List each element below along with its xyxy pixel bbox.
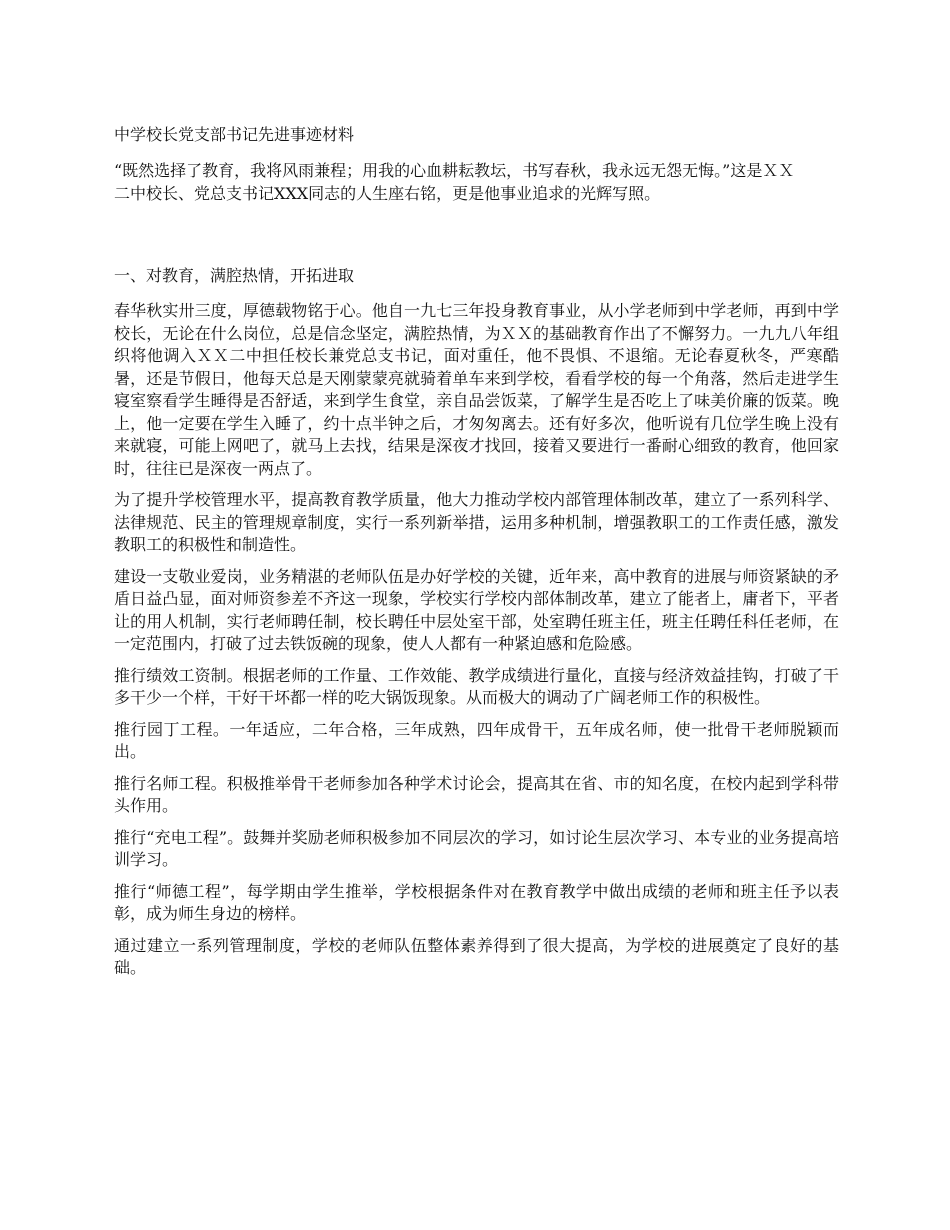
paragraph-9: 通过建立一系列管理制度，学校的老师队伍整体素养得到了很大提高，为学校的进展奠定了良好的基础。 xyxy=(114,935,839,977)
paragraph-5: 推行园丁工程。一年适应，二年合格，三年成熟，四年成骨干，五年成名师，使一批骨干老师脱颖而出。 xyxy=(114,719,839,761)
paragraph-2: 为了提升学校管理水平，提高教育教学质量，他大力推动学校内部管理体制改革，建立了一系列科学、法律规范、民主的管理规章制度，实行一系列新举措，运用多种机制，增强教职工的工作责任感，激发教职工的积极性和制造性。 xyxy=(114,490,839,554)
paragraph-1: 春华秋实卅三度，厚德载物铭于心。他自一九七三年投身教育事业，从小学老师到中学老师，再到中学校长，无论在什么岗位，总是信念坚定，满腔热情，为ＸＸ的基础教育作出了不懈努力。一九九八年组织将他调入ＸＸ二中担任校长兼党总支书记，面对重任，他不畏惧、不退缩。无论春夏秋冬，严寒酷暑，还是节假日，他每天总是天刚蒙蒙亮就骑着单车来到学校，看看学校的每一个角落，然后走进学生寝室察看学生睡得是否舒适，来到学生食堂，亲自品尝饭菜，了解学生是否吃上了味美价廉的饭菜。晚上，他一定要在学生入睡了，约十点半钟之后，才匆匆离去。还有好多次，他听说有几位学生晚上没有来就寝，可能上网吧了，就马上去找，结果是深夜才找回，接着又要进行一番耐心细致的教育，他回家时，往往已是深夜一两点了。 xyxy=(114,301,839,478)
document-page xyxy=(114,124,839,989)
paragraph-6: 推行名师工程。积极推举骨干老师参加各种学术讨论会，提高其在省、市的知名度，在校内起到学科带头作用。 xyxy=(114,773,839,815)
paragraph-7: 推行“充电工程”。鼓舞并奖励老师积极参加不同层次的学习，如讨论生层次学习、本专业的业务提高培训学习。 xyxy=(114,827,839,869)
document-title: 中学校长党支部书记先进事迹材料 xyxy=(114,125,355,144)
intro-paragraph: “既然选择了教育，我将风雨兼程；用我的心血耕耘教坛，书写春秋，我永远无怨无悔。”这是ＸＸ二中校长、党总支书记XXX同志的人生座右铭，更是他事业追求的光辉写照。 xyxy=(114,161,795,203)
section-heading: 一、对教育，满腔热情，开拓进取 xyxy=(114,266,355,285)
paragraph-3: 建设一支敬业爱岗，业务精湛的老师队伍是办好学校的关键，近年来，高中教育的进展与师资紧缺的矛盾日益凸显，面对师资参差不齐这一现象，学校实行学校内部体制改革，建立了能者上，庸者下，平者让的用人机制，实行老师聘任制，校长聘任中层处室干部，处室聘任班主任，班主任聘任科任老师，在一定范围内，打破了过去铁饭碗的现象，使人人都有一种紧迫感和危险感。 xyxy=(114,566,839,653)
paragraph-8: 推行“师德工程”，每学期由学生推举，学校根据条件对在教育教学中做出成绩的老师和班主任予以表彰，成为师生身边的榜样。 xyxy=(114,881,839,923)
paragraph-4: 推行绩效工资制。根据老师的工作量、工作效能、教学成绩进行量化，直接与经济效益挂钩，打破了干多干少一个样，干好干坏都一样的吃大锅饭现象。从而极大的调动了广阔老师工作的积极性。 xyxy=(114,665,839,707)
